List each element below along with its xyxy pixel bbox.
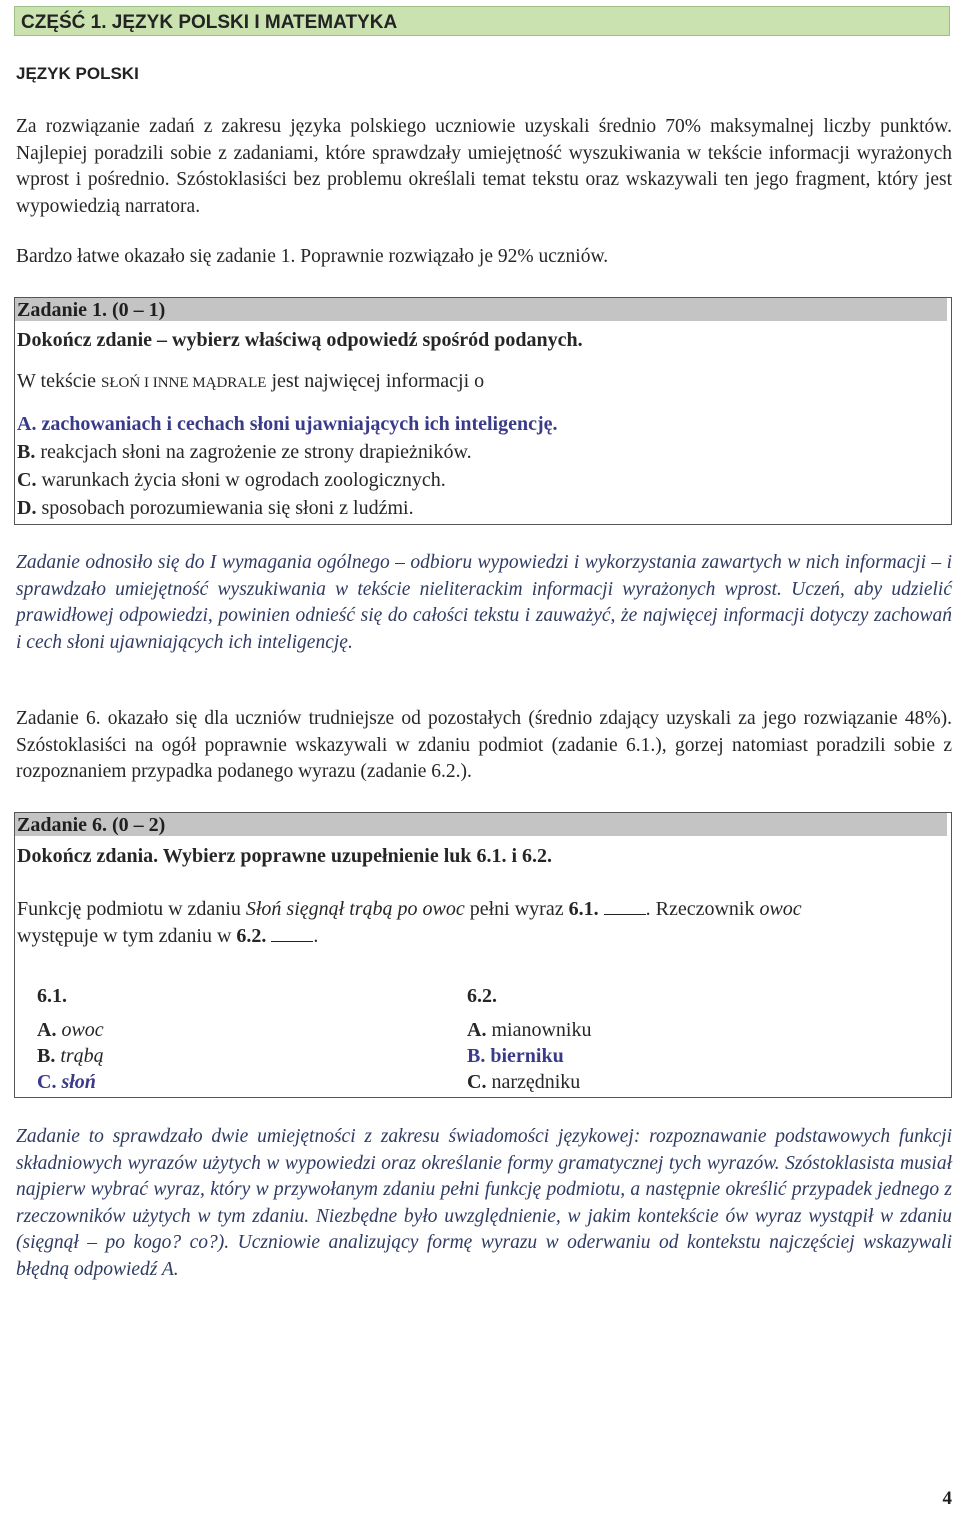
option-text: warunkach życia słoni w ogrodach zoologicznych. [41, 469, 446, 491]
task6-instruction: Dokończ zdania. Wybierz poprawne uzupełnienie luk 6.1. i 6.2. [17, 845, 553, 867]
task1-stem-title: SŁOŃ I INNE MĄDRALE [101, 375, 267, 391]
task1-title-bar [15, 298, 947, 321]
task1-box [14, 297, 952, 525]
col1-option-b[interactable] [37, 1045, 104, 1068]
option-text: trąbą [60, 1045, 104, 1067]
task1-stem-prefix: W tekście [17, 370, 102, 392]
s3-a: występuje w tym zdaniu w [17, 925, 237, 947]
page-number: 4 [942, 1488, 952, 1509]
col2-option-b[interactable] [467, 1045, 564, 1068]
col2-option-c[interactable] [467, 1071, 580, 1094]
task1-title: Zadanie 1. (0 – 1) [17, 299, 166, 321]
option-text: zachowaniach i cechach słoni ujawniających ich inteligencję. [41, 413, 558, 435]
s3-ref: 6.2. [236, 925, 267, 947]
task6-title: Zadanie 6. (0 – 2) [17, 814, 166, 836]
gap-6-2[interactable] [271, 927, 313, 942]
task6-note: Zadanie 6. okazało się dla uczniów trudniejsze od pozostałych (średnio zdający uzyskali za jego rozwiązanie 48%). Szóstoklasiści na ogół poprawnie wskazywali w zdaniu podmiot (zadanie 6.1.), gorzej natomiast poradzili sobie z rozpoznaniem przypadka podanego wyrazu (zadanie 6.2.). [16, 708, 952, 782]
option-letter: B. [17, 441, 36, 463]
task1-option-a[interactable] [17, 413, 558, 436]
task6-comment: Zadanie to sprawdzało dwie umiejętności z zakresu świadomości językowej: rozpoznawanie podstawowych funkcji składniowych wyrazów użytych w wypowiedzi oraz określanie formy gramatycznej tych wyrazów. Szóstoklasista musiał najpierw wybrać wyraz, który w przywołanym zdaniu pełni funkcję podmiotu, a następnie określić przypadek jednego z rzeczowników użytych w tym zdaniu. Niezbędne było uwzględnienie, w jakim kontekście ów wyraz wystąpił w zdaniu (sięgnął – po kogo? co?). Uczniowie analizujący formę wyrazu w oderwaniu od kontekstu najczęściej wskazywali błędną odpowiedź A. [16, 1126, 952, 1280]
task1-stem-suffix: jest najwięcej informacji o [266, 370, 485, 392]
option-text: sposobach porozumiewania się słoni z ludźmi. [41, 497, 414, 519]
option-text: narzędniku [491, 1071, 581, 1093]
s1-b: pełni wyraz [464, 898, 569, 920]
s1-end: . [645, 898, 651, 920]
option-letter: A. [37, 1019, 57, 1041]
task1-instruction: Dokończ zdanie – wybierz właściwą odpowiedź spośród podanych. [17, 329, 583, 351]
task6-title-bar [15, 813, 947, 836]
task1-stem [17, 370, 484, 393]
option-letter: A. [17, 413, 37, 435]
s1-a: Funkcję podmiotu w zdaniu [17, 898, 246, 920]
option-letter: C. [467, 1071, 487, 1093]
col1-option-c[interactable] [37, 1071, 96, 1094]
intro-paragraph: Za rozwiązanie zadań z zakresu języka polskiego uczniowie uzyskali średnio 70% maksymalnej liczby punktów. Najlepiej poradzili sobie z zadaniami, które sprawdzały umiejętność wyszukiwania w tekście informacji wyrażonych wprost i pośrednio. Szóstoklasiści bez problemu określali temat tekstu oraz wskazywali ten jego fragment, który jest wypowiedzią narratora. [16, 116, 952, 217]
gap-6-1[interactable] [604, 900, 646, 915]
task1-comment: Zadanie odnosiło się do I wymagania ogólnego – odbioru wypowiedzi i wykorzystania zawartych w nich informacji – i sprawdzało umiejętność wyszukiwania w tekście nieliterackim informacji wyrażonych wprost. Uczeń, aby udzielić prawidłowej odpowiedzi, powinien odnieść się do całości tekstu i zauważyć, że najwięcej informacji dotyczy zachowań i cech słoni ujawniających ich inteligencję. [16, 552, 952, 653]
s1-quote: Słoń sięgnął trąbą po owoc [245, 898, 465, 920]
task6-sentence-2 [17, 925, 318, 948]
option-letter: B. [467, 1045, 486, 1067]
option-text: owoc [61, 1019, 104, 1041]
task1-option-b[interactable] [17, 441, 472, 464]
easy-task-note: Bardzo łatwe okazało się zadanie 1. Poprawnie rozwiązało je 92% uczniów. [16, 246, 609, 267]
task6-sentence-1 [17, 898, 802, 921]
task1-option-c[interactable] [17, 469, 446, 492]
part-header-title: CZĘŚĆ 1. JĘZYK POLSKI I MATEMATYKA [21, 12, 398, 33]
task6-box [14, 812, 952, 1098]
col2-option-a[interactable] [467, 1019, 591, 1042]
option-text: mianowniku [491, 1019, 592, 1041]
s2-a: Rzeczownik [650, 898, 760, 920]
option-letter: C. [17, 469, 37, 491]
task1-option-d[interactable] [17, 497, 414, 520]
s3-end: . [313, 925, 319, 947]
col1-option-a[interactable] [37, 1019, 104, 1042]
s1-ref: 6.1. [568, 898, 599, 920]
option-text: słoń [61, 1071, 96, 1093]
option-letter: C. [37, 1071, 57, 1093]
col1-header: 6.1. [37, 985, 67, 1007]
option-letter: D. [17, 497, 37, 519]
s2-word: owoc [759, 898, 802, 920]
col2-header: 6.2. [467, 985, 497, 1007]
option-letter: B. [37, 1045, 56, 1067]
section-title: JĘZYK POLSKI [16, 64, 139, 83]
part-header [14, 6, 950, 36]
option-text: bierniku [490, 1045, 564, 1067]
option-text: reakcjach słoni na zagrożenie ze strony drapieżników. [40, 441, 472, 463]
option-letter: A. [467, 1019, 487, 1041]
